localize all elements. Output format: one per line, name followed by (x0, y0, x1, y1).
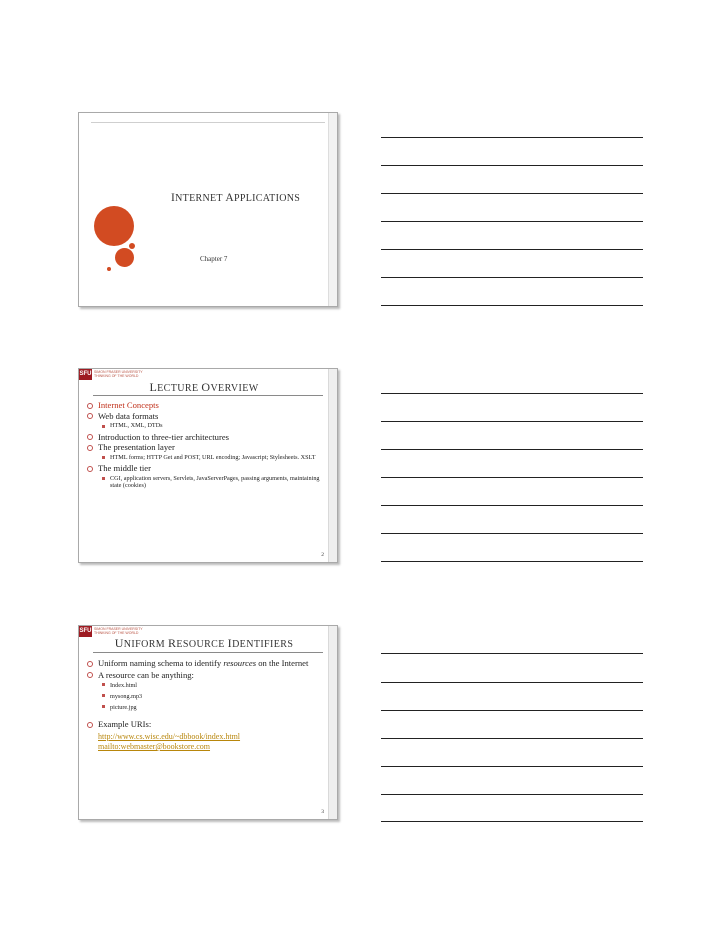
slide-side-bar (328, 369, 337, 562)
note-line (381, 738, 643, 739)
university-logo: SFU (79, 626, 92, 637)
sub-bullet-list (98, 680, 325, 713)
slide-top-rule (91, 122, 325, 123)
slide-title: UNIFORM RESOURCE IDENTIFIERS (114, 636, 294, 650)
list-item: The middle tier CGI, application servers, Servlets, JavaServerPages, passing arguments, maintaining state (cookies) (86, 463, 325, 490)
note-line (381, 137, 643, 138)
note-line (381, 165, 643, 166)
decorative-circle-medium (115, 248, 134, 267)
example-uri-link[interactable]: http://www.cs.wisc.edu/~dbbook/index.html (98, 731, 241, 741)
note-line (381, 682, 643, 683)
note-line (381, 305, 643, 306)
sub-list-item: picture.jpg (98, 702, 325, 713)
note-line (381, 221, 643, 222)
title-rule (93, 652, 323, 653)
note-line (381, 249, 643, 250)
note-line (381, 393, 643, 394)
title-rule (93, 395, 323, 396)
decorative-circle-large (94, 206, 134, 246)
list-item: The presentation layer HTML forms; HTTP Get and POST, URL encoding; Javascript; Stylesheets. XSLT (86, 442, 325, 461)
note-line (381, 277, 643, 278)
note-line (381, 449, 643, 450)
slide-1 (78, 112, 338, 307)
logo-caption: SIMON FRASER UNIVERSITY THINKING OF THE WORLD (94, 370, 143, 378)
decorative-circle-small (129, 243, 135, 249)
note-line (381, 653, 643, 654)
slide-2 (78, 368, 338, 563)
bullet-list (86, 658, 325, 753)
sub-list-item: mysong.mp3 (98, 691, 325, 702)
page-number: 3 (321, 809, 324, 815)
sub-bullet-list (98, 475, 325, 490)
decorative-circle-tiny (107, 267, 111, 271)
note-line (381, 821, 643, 822)
sub-list-item: CGI, application servers, Servlets, JavaServerPages, passing arguments, maintaining state (cookies) (98, 475, 325, 490)
sub-list-item: Index.html (98, 680, 325, 691)
note-line (381, 193, 643, 194)
list-item: Introduction to three-tier architectures (86, 432, 325, 443)
example-mailto-link[interactable]: mailto:webmaster@bookstore.com (98, 742, 211, 751)
list-item: Internet Concepts (86, 400, 325, 411)
slide-side-bar (328, 113, 337, 306)
list-item: A resource can be anything: Index.html mysong.mp3 picture.jpg (86, 670, 325, 714)
bullet-list (86, 400, 325, 492)
slide-title: LECTURE OVERVIEW (149, 380, 259, 394)
note-line (381, 766, 643, 767)
note-line (381, 561, 643, 562)
slide-3 (78, 625, 338, 820)
note-line (381, 505, 643, 506)
list-item: Example URIs: http://www.cs.wisc.edu/~dbbook/index.html mailto:webmaster@bookstore.com (86, 719, 325, 753)
logo-caption: SIMON FRASER UNIVERSITY THINKING OF THE WORLD (94, 627, 143, 635)
slide-side-bar (328, 626, 337, 819)
sub-list-item: HTML forms; HTTP Get and POST, URL encoding; Javascript; Stylesheets. XSLT (98, 454, 325, 462)
note-line (381, 421, 643, 422)
page-number: 2 (321, 552, 324, 558)
slide-subtitle: Chapter 7 (200, 255, 228, 263)
note-line (381, 477, 643, 478)
sub-list-item: HTML, XML, DTDs (98, 422, 325, 430)
list-item: Web data formats HTML, XML, DTDs (86, 411, 325, 430)
note-line (381, 533, 643, 534)
list-item: Uniform naming schema to identify resources on the Internet (86, 658, 325, 669)
note-line (381, 710, 643, 711)
note-line (381, 794, 643, 795)
slide-title: INTERNET APPLICATIONS (171, 192, 301, 204)
sub-bullet-list (98, 422, 325, 430)
university-logo: SFU (79, 369, 92, 380)
sub-bullet-list (98, 454, 325, 462)
